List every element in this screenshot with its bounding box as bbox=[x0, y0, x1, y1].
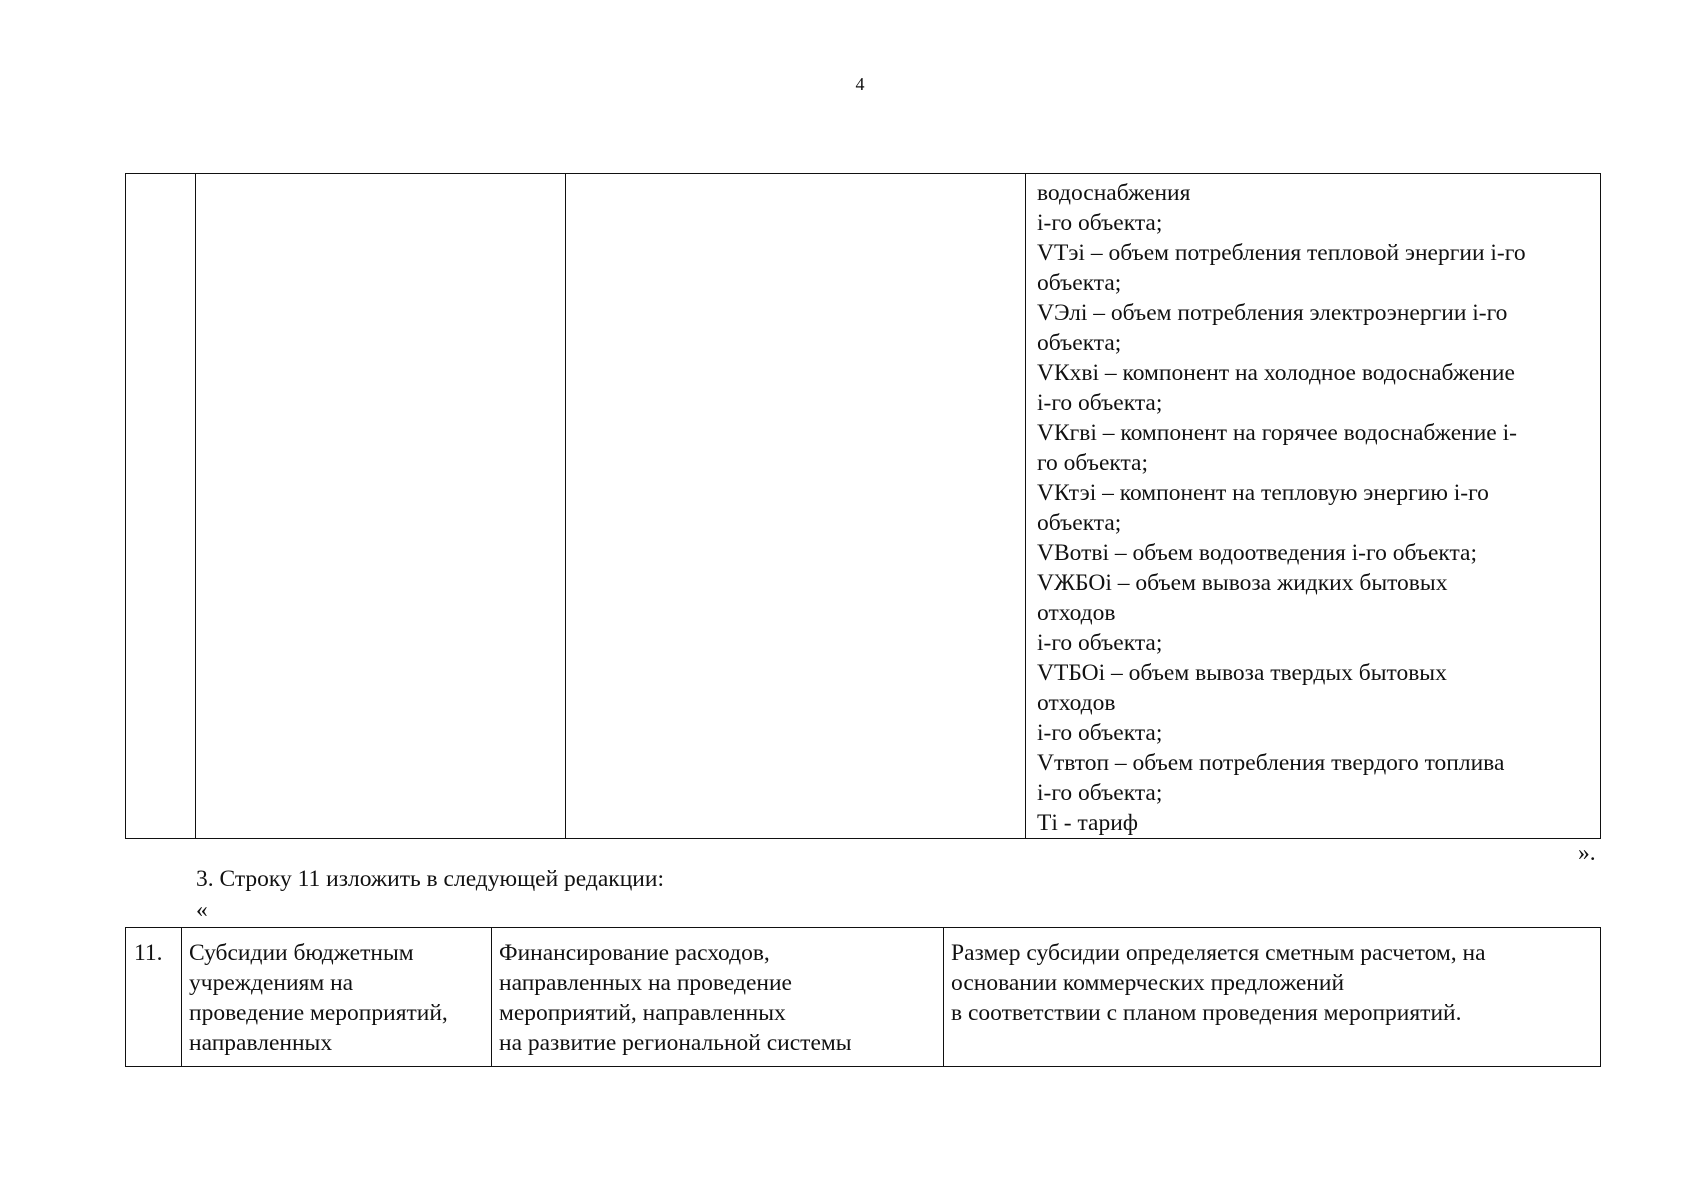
description-line: го объекта; bbox=[1037, 450, 1149, 476]
purpose-line: направленных на проведение bbox=[499, 970, 792, 996]
row-11-table bbox=[125, 927, 1601, 1067]
description-line: Vтвтоп – объем потребления твердого топлива bbox=[1037, 750, 1505, 776]
row-number-cell bbox=[126, 928, 182, 1067]
description-line: VВотвi – объем водоотведения i-го объекта; bbox=[1037, 540, 1478, 566]
number-cell bbox=[126, 174, 196, 839]
page-number: 4 bbox=[855, 74, 865, 94]
calculation-cell bbox=[944, 928, 1601, 1067]
description-line: i-го объекта; bbox=[1037, 780, 1163, 806]
description-line: VКгвi – компонент на горячее водоснабжение i- bbox=[1037, 420, 1517, 446]
purpose-line: Финансирование расходов, bbox=[499, 940, 770, 966]
section-heading: 3. Строку 11 изложить в следующей редакции: bbox=[196, 866, 664, 892]
calculation-line: в соответствии с планом проведения мероприятий. bbox=[951, 1000, 1462, 1026]
description-line: объекта; bbox=[1037, 330, 1122, 356]
calculation-line: Размер субсидии определяется сметным расчетом, на bbox=[951, 940, 1486, 966]
description-line: объекта; bbox=[1037, 510, 1122, 536]
name-line: проведение мероприятий, bbox=[189, 1000, 448, 1026]
calculation-line: основании коммерческих предложений bbox=[951, 970, 1345, 996]
description-line: i-го объекта; bbox=[1037, 210, 1163, 236]
description-line: отходов bbox=[1037, 600, 1116, 626]
name-cell bbox=[196, 174, 566, 839]
description-line: VЭлi – объем потребления электроэнергии i-го bbox=[1037, 300, 1508, 326]
name-line: направленных bbox=[189, 1030, 333, 1056]
purpose-cell bbox=[492, 928, 944, 1067]
description-line: VКхвi – компонент на холодное водоснабжение bbox=[1037, 360, 1515, 386]
name-cell bbox=[182, 928, 492, 1067]
description-line: i-го объекта; bbox=[1037, 630, 1163, 656]
description-line: объекта; bbox=[1037, 270, 1122, 296]
description-line: VТэi – объем потребления тепловой энергии i-го bbox=[1037, 240, 1526, 266]
description-line: i-го объекта; bbox=[1037, 720, 1163, 746]
description-cell bbox=[1026, 174, 1601, 839]
description-line: водоснабжения bbox=[1037, 180, 1191, 206]
purpose-cell bbox=[566, 174, 1026, 839]
description-line: VТБОi – объем вывоза твердых бытовых bbox=[1037, 660, 1447, 686]
table-row bbox=[126, 928, 1601, 1067]
description-line: i-го объекта; bbox=[1037, 390, 1163, 416]
opening-quote: « bbox=[196, 897, 208, 923]
closing-quote: ». bbox=[1578, 840, 1596, 866]
name-line: Субсидии бюджетным bbox=[189, 940, 414, 966]
name-line: учреждениям на bbox=[189, 970, 354, 996]
purpose-line: мероприятий, направленных bbox=[499, 1000, 786, 1026]
purpose-line: на развитие региональной системы bbox=[499, 1030, 852, 1056]
description-line: VКтэi – компонент на тепловую энергию i-го bbox=[1037, 480, 1489, 506]
table-row bbox=[126, 174, 1601, 839]
row-number: 11. bbox=[134, 940, 163, 966]
description-line: Тi - тариф bbox=[1037, 810, 1138, 836]
description-line: VЖБОi – объем вывоза жидких бытовых bbox=[1037, 570, 1448, 596]
description-line: отходов bbox=[1037, 690, 1116, 716]
continued-table bbox=[125, 173, 1601, 839]
